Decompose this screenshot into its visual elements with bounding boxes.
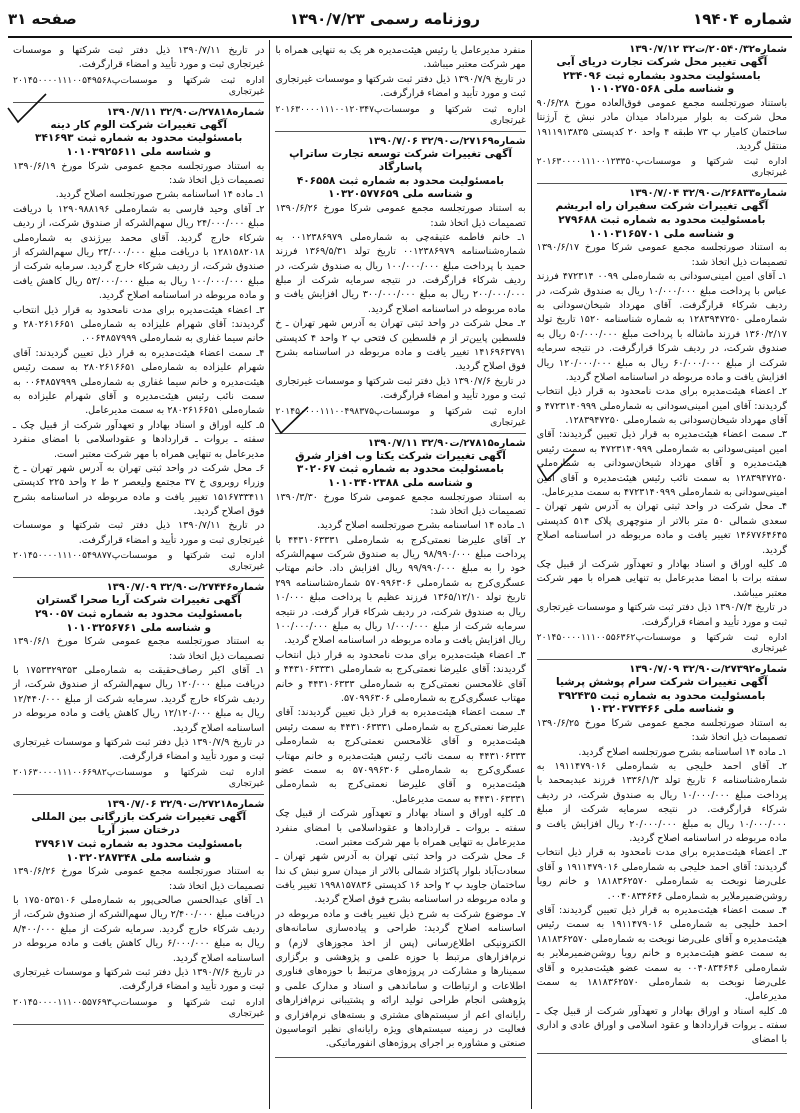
announcement-title-line: آگهی تغییرات شرکت بازرگانی بین المللی درختان سبز آریا bbox=[31, 810, 247, 837]
announcement-title-line: بامسئولیت محدود به شماره ثبت ۳۴۱۶۹۳ bbox=[35, 132, 243, 145]
announcement-paragraph: ۴ـ سمت اعضاء هیئت‌مدیره به قرار ذیل تعیین گردیدند: آقای شهرام علیزاده به شماره‌ملی ۲۸۰۲۶۱۶۶۵۱ به سمت رئیس هیئت‌مدیره و خانم سیما غفاری به شماره‌ملی ۰۰۶۴۸۵۷۹۹۹ به سمت نائب رئیس هیئت‌مدیره و آقای شهرام علیزاده به شماره‌ملی ۲۸۰۲۶۱۶۶۵۱ به سمت مدیرعامل. bbox=[13, 347, 265, 417]
announcement-paragraph: ۳ـ اعضاء هیئت‌مدیره برای مدت نامحدود به قرار ذیل انتخاب گردیدند: آقای احمد خلیجی به شماره‌ملی ۱۹۱۱۴۷۹۰۱۶ و آقای علی‌رضا نوبخت به شماره‌ملی ۱۸۱۸۳۶۲۵۷۰ و خانم رویا روشن‌ضمیر‌ملایر به شماره‌ملی ۰۰۴۰۸۳۴۶۴۶. bbox=[536, 847, 787, 902]
reference-code: پ۲۰۱۴۵۰۰۰۰۱۱۱۰۰۵۴۹۵۶۸ bbox=[13, 74, 121, 86]
announcement-paragraph: ۲ـ آقای احمد خلیجی به شماره‌ملی ۱۹۱۱۴۷۹۰۱۶ به شماره‌شناسنامه ۶ تاریخ تولد ۱۳۳۶/۱/۳ فرزند عبدیمحمد با پرداخت مبلغ ۱۰/۰۰۰/۰۰۰ ریال به صندوق شرکت، در ردیف شرکاء قرارگرفت. در نتیجه سرمایه شرکت از مبلغ ۱۰/۰۰۰/۰۰۰ ریال به مبلغ ۲۰/۰۰۰/۰۰۰ ریال افزایش یافت و ماده مربوطه در اساسنامه اصلاح گردید. bbox=[536, 761, 788, 844]
announcement bbox=[275, 132, 525, 434]
announcement bbox=[13, 795, 264, 1025]
announcement-paragraph: ۵ـ کلیه اوراق و اسناد بهادار و تعهدآور شرکت از قبیل چک ـ سفته ـ بروات ـ قراردادها و عقوداسلامی با امضای منفرد مدیرعامل به تنهایی همراه با مهر شرکت معتبر است. bbox=[13, 419, 265, 460]
announcement-number: شماره۲۷۴۴۶/ت۳۲/۹۰ ۱۳۹۰/۷/۰۹ bbox=[106, 582, 265, 594]
reference-code: پ۲۰۱۴۵۰۰۰۰۱۱۱۰۰۵۵۶۳۶۲ bbox=[536, 631, 645, 643]
announcement-title-line: بامسئولیت محدود به شماره ثبت ۳۷۹۶۱۷ bbox=[35, 837, 243, 850]
announcement-paragraph: ۳ـ اعضاء هیئت‌مدیره برای مدت نامحدود به قرار ذیل انتخاب گردیدند: آقای علیرضا نعمتی‌کرج به شماره‌ملی ۴۴۳۱۰۶۳۳۳۱ و آقای غلامحسن نعمتی‌کرج به شماره‌ملی ۴۴۳۱۰۶۳۳۳ و خانم مهتاب عسگری‌کرج به شماره‌ملی ۵۷۰۹۹۶۳۰۶. bbox=[275, 649, 526, 704]
registry-office-footer bbox=[537, 156, 787, 178]
announcement-title-line: و شناسه ملی ۱۰۱۰۳۱۶۵۷۰۱ bbox=[589, 227, 735, 240]
announcement-paragraph: ۵ـ کلیه اوراق و اسناد بهادار و تعهدآور شرکت از قبیل چک سفته برات با امضا مدیرعامل به تنهایی همراه با مهر شرکت معتبر میباشد. bbox=[536, 559, 787, 599]
announcement-paragraph: ۲ـ محل شرکت در واحد ثبتی تهران به آدرس شهر تهران ـ خ فلسطین پایین‌تر از م فلسطین ک فتحی پ ۲ واحد ۴ کدپستی ۱۴۱۶۹۶۳۷۹۱ تغییر یافت و ماده مربوطه در اساسنامه بشرح فوق اصلاح گردید. bbox=[275, 318, 526, 373]
announcement-paragraph: ۱ـ آقای امین امینی‌سودانی به شماره‌ملی ۰۰۹۹ ۴۷۲۳۱۴ فرزند عباس با پرداخت مبلغ ۱۰/۰۰۰/۰۰۰ ریال به صندوق شرکت، در ردیف شرکاء قرارگرفت. آقای مهرداد شیخان‌سودانی به شماره‌ملی ۱۲۸۳۹۴۷۲۵۰ به شماره شناسنامه ۱۵۲۰ تاریخ تولد ۱۳۶۰/۲/۱۷ فرزند ماشاله با پرداخت مبلغ ۵۰/۰۰۰/۰۰۰ ریال به صندوق شرکت، در ردیف شرکا قرارگرفت. در نتیجه سرمایه شرکت از مبلغ ۶۰/۰۰۰/۰۰۰ ریال به مبلغ ۱۲۰/۰۰۰/۰۰۰ ریال افزایش یافت و ماده مربوطه در اساسنامه اصلاح گردید. bbox=[536, 271, 788, 383]
announcement bbox=[13, 40, 264, 103]
announcement-title-line: آگهی تغییر محل شرکت تجارت دریای آبی bbox=[556, 56, 768, 68]
announcement-title-line: و شناسه ملی ۱۰۱۰۳۴۰۲۳۸۸ bbox=[328, 476, 473, 489]
office-name: اداره ثبت شرکتها و موسسات غیرتجاری bbox=[120, 550, 265, 573]
announcement-title-line: بامسئولیت محدود به شماره ثبت ۲۹۰۰۵۷ bbox=[35, 607, 243, 620]
announcement-title-line: بامسئولیت محدود به شماره ثبت ۳۰۲۰۶۷ bbox=[296, 463, 505, 476]
announcement-paragraph: ۳ـ اعضاء هیئت‌مدیره برای مدت نامحدود به قرار ذیل انتخاب گردیدند: آقای شهرام علیزاده به شماره‌ملی ۲۸۰۲۶۱۶۶۵۱ و خانم سیما غفاری به شماره‌ملی ۰۰۶۴۸۵۷۹۹۹. bbox=[13, 304, 265, 345]
reference-code: پ۲۰۱۴۵۰۰۰۰۱۱۱۰۰۵۵۷۶۹۳ bbox=[13, 996, 121, 1008]
announcement bbox=[275, 434, 525, 1058]
checkmark-icon bbox=[270, 405, 310, 437]
announcement-number: شماره۲۰۵۴۰/۳۲/ت۳۲ ۱۳۹۰/۷/۱۲ bbox=[629, 44, 787, 55]
announcement-paragraph: در تاریخ ۱۳۹۰/۷/۹ ذیل دفتر ثبت شرکتها و موسسات غیرتجاری ثبت و مورد تأیید و امضاء قرارگرفت. bbox=[13, 736, 265, 763]
announcement-paragraph: ۴ـ سمت اعضاء هیئت‌مدیره به قرار ذیل تعیین گردیدند: آقای علیرضا نعمتی‌کرج به شماره‌ملی ۴۴۳۱۰۶۳۳۳۱ به سمت رئیس هیئت‌مدیره و آقای غلامحسن نعمتی‌کرج به شماره‌ملی ۴۴۳۱۰۶۳۳۳ به سمت نائب رئیس هیئت‌مدیره و خانم مهتاب عسگری‌کرج به شماره‌ملی ۵۷۰۹۹۶۳۰۶ به سمت عضو هیئت‌مدیره و آقای علیرضا نعمتی‌کرج به شماره‌ملی ۴۴۳۱۰۶۳۳۳۱ به سمت مدیرعامل. bbox=[275, 707, 526, 805]
announcement-paragraph: ۶ـ محل شرکت در واحد ثبتی تهران به آدرس شهر تهران ـ خ وزراء روبروی خ ۳۷ مجتمع ولیعصر ۲ ط ۲ واحد ۲۲۵ کدپستی ۱۵۱۶۷۳۳۴۱۱ تغییر یافت و ماده مربوطه در اساسنامه بشرح فوق اصلاح گردید. bbox=[13, 462, 265, 518]
registry-office-footer bbox=[13, 75, 264, 97]
announcement-paragraph: ۱ـ خانم فاطمه عتیقه‌چی به شماره‌ملی ۰۰۱۲۳۸۶۹۷۹ به شماره‌شناسنامه ۰۰۱۲۳۸۶۹۷۹ تاریخ تولد ۱۳۶۹/۵/۳۱ فرزند حمید با پرداخت مبلغ ۱۰۰/۰۰۰/۰۰۰ ریال به صندوق شرکت، در ردیف شرکاء قرارگرفت. در نتیجه سرمایه شرکت از مبلغ ۲۰۰/۰۰۰/۰۰۰ ریال به مبلغ ۳۰۰/۰۰۰/۰۰۰ ریال افزایش یافت و ماده مربوطه در اساسنامه اصلاح گردید. bbox=[275, 231, 526, 315]
announcement bbox=[13, 103, 264, 578]
announcement-paragraph: ۲ـ آقای علیرضا نعمتی‌کرج به شماره‌ملی ۴۴۳۱۰۶۳۳۳۱ با پرداخت مبلغ ۹۸/۹۹۰/۰۰۰ ریال به صندوق شرکت سهم‌الشرکه خود را به مبلغ ۹۹/۹۹۰/۰۰۰ ریال افزایش داد. خانم مهتاب عسگری‌کرج به شماره‌ملی ۵۷۰۹۹۶۳۰۶ شماره‌شناسنامه ۲۹۹ تاریخ تولد ۱۳۶۵/۱۲/۱۰ فرزند عظیم با پرداخت مبلغ ۱۰/۰۰۰ ریال به صندوق شرکت، در ردیف شرکاء قرار گرفت. در نتیجه سرمایه شرکت از مبلغ ۱/۰۰۰/۰۰۰ ریال به مبلغ ۱۰۰/۰۰۰/۰۰۰ ریال افزایش یافت و ماده مربوطه در اساسنامه اصلاح گردید. bbox=[275, 534, 526, 647]
announcement-paragraph: در تاریخ ۱۳۹۰/۷/۹ ذیل دفتر ثبت شرکتها و موسسات غیرتجاری ثبت و مورد تأیید و امضاء قرارگرفت. bbox=[275, 73, 526, 100]
checkmark-icon bbox=[536, 452, 576, 484]
announcement bbox=[275, 40, 525, 132]
announcement-title-line: آگهی تغییرات شرکت آریا صحرا گستران bbox=[36, 594, 241, 607]
announcement-paragraph: ۶ـ محل شرکت در واحد ثبتی تهران به آدرس شهر تهران ـ سعادت‌آباد بلوار پاکنژاد شمالی بالاتر از میدان سرو نبش ک ندا ساختمان جاوید پ ۲ واحد ۱۶ کدپستی ۱۹۹۸۱۵۷۸۳۶ تغییر یافت و ماده مربوطه در اساسنامه بشرح فوق اصلاح گردید. bbox=[275, 851, 526, 906]
issue-number: شماره ۱۹۴۰۴ bbox=[693, 10, 792, 28]
announcement-paragraph: ۷ـ موضوع شرکت به شرح ذیل تغییر یافت و ماده مربوطه در اساسنامه اصلاح گردید: طراحی و پیاده‌سازی سامانه‌های الکترونیکی اطلاع‌رسانی (پس از اخذ مجوزهای لازم) و نرم‌افزارهای مرتبط با حوزه علمی و پژوهشی و برگزاری سمینارها و مشارکت در پروژه‌های مرتبط با حوزه‌های فناوری اطلاعات و ارتباطات و ساماندهی و اسناد و مدارک علمی و پژوهشی انجام طراحی تولید ارائه و پشتیبانی نرم‌افزارهای رایانه‌ای اعم از سیستم‌های مشتری و بسته‌های نرم‌افزاری و فعالیت در زمینه سیستم‌های ویژه رایانه‌ای نظیر اتوماسیون صنعتی و مشاوره بر اجرای پروژه‌های انفورماتیکی. bbox=[275, 908, 526, 1050]
announcement-number: شماره۲۷۸۱۵/ت۳۲/۹۰ ۱۳۹۰/۷/۱۱ bbox=[367, 437, 526, 449]
announcement-paragraph: در تاریخ ۱۳۹۰/۷/۶ ذیل دفتر ثبت شرکتها و موسسات غیرتجاری ثبت و مورد تأیید و امضاء قرارگرفت. bbox=[275, 375, 526, 402]
announcement-number: شماره۲۷۸۱۸/ت۳۲/۹۰ ۱۳۹۰/۷/۱۱ bbox=[106, 106, 265, 118]
reference-code: پ۲۰۱۶۳۰۰۰۰۱۱۱۰۰۶۶۹۸۲ bbox=[13, 766, 116, 778]
reference-code: پ۲۰۱۶۳۰۰۰۰۱۱۱۰۰۱۲۰۳۴۷ bbox=[275, 103, 383, 115]
announcement-paragraph: ۲ـ اعضاء هیئت‌مدیره برای مدت نامحدود به قرار ذیل انتخاب گردیدند: آقای امین امینی‌سودانی به شماره‌ملی ۴۷۲۳۱۴۰۹۹۹ و آقای مهرداد شیخان‌سودانی به شماره‌ملی ۱۲۸۳۹۴۷۲۵۰. bbox=[536, 386, 787, 427]
announcement-title-line: بامسئولیت محدود به شماره ثبت ۳۹۲۴۳۵ bbox=[558, 689, 766, 702]
announcement-title-line: بامسئولیت محدود به شماره ثبت ۴۰۶۵۵۸ bbox=[296, 174, 505, 187]
office-name: اداره ثبت شرکتها و موسسات غیرتجاری bbox=[382, 103, 526, 126]
announcement-paragraph: ۵ـ کلیه اسناد و اوراق بهادار و تعهدآور شرکت از قبیل چک ـ سفته ـ بروات قراردادها و عقود اسلامی و اوراق عادی و اداری با امضای bbox=[536, 1005, 787, 1046]
announcement-number: شماره۲۶۸۳۳/ت۳۲/۹۰ ۱۳۹۰/۷/۰۴ bbox=[629, 188, 787, 200]
announcement-title-line: آگهی تغییرات شرکت سرام پوشش پرشیا bbox=[556, 675, 768, 688]
announcement-paragraph: ۱ـ ماده ۱۴ اساسنامه بشرح صورتجلسه اصلاح گردید. bbox=[317, 520, 526, 532]
announcement-paragraph: ۱ـ آقای عبدالحسن صالحی‌پور به شماره‌ملی ۱۷۵۰۵۳۵۱۰۶ با دریافت مبلغ ۲/۴۰۰/۰۰۰ ریال سهم‌الشرکه از صندوق شرکت، از ردیف شرکاء خارج گردید. سرمایه شرکت از مبلغ ۸/۴۰۰/۰۰۰ ریال به مبلغ ۶/۰۰۰/۰۰۰ ریال کاهش یافت و ماده مربوطه در اساسنامه اصلاح گردید. bbox=[13, 895, 265, 964]
office-name: اداره ثبت شرکتها و موسسات غیرتجاری bbox=[644, 156, 787, 179]
announcement-paragraph: ۲ـ آقای وحید فارسی به شماره‌ملی ۱۲۹۰۹۸۸۱۹۶ با دریافت مبلغ ۲۴/۰۰۰/۰۰۰ ریال سهم‌الشرکه از صندوق شرکت، از ردیف شرکاء خارج گردید. آقای محمد بیرژندی به شماره‌ملی ۱۲۸۱۵۸۲۰۱۸ با دریافت مبلغ ۲۳/۰۰۰/۰۰۰ ریال سهم‌الشرکه از صندوق شرکت، از ردیف شرکاء خارج گردید. سرمایه شرکت از مبلغ ۱۰۰/۰۰۰/۰۰۰ ریال به مبلغ ۵۳/۰۰۰/۰۰۰ ریال کاهش یافت و ماده مربوطه در اساسنامه اصلاح گردید. bbox=[13, 203, 265, 302]
registry-office-footer bbox=[537, 632, 787, 654]
announcement-paragraph: به استناد صورتجلسه مجمع عمومی شرکا مورخ ۱۳۹۰/۶/۲۶ تصمیمات ذیل اتخاذ شد: bbox=[13, 866, 265, 892]
announcement-number: شماره۲۷۲۱۸/ت۳۲/۹۰ ۱۳۹۰/۷/۰۶ bbox=[106, 798, 265, 810]
announcement-title-line: و شناسه ملی ۱۰۱۰۲۷۵۰۵۶۸ bbox=[589, 83, 735, 96]
announcement-paragraph: به استناد صورتجلسه مجمع عمومی شرکا مورخ ۱۳۹۰/۶/۱ تصمیمات ذیل اتخاذ شد: bbox=[13, 636, 265, 662]
page-header bbox=[8, 2, 792, 38]
announcement-paragraph: ۴ـ محل شرکت در واحد ثبتی تهران به آدرس شهر تهران ـ سعدی شمالی ۵۰ متر بالاتر از منوچهری پلاک ۵۱۴ کدپستی ۱۴۶۷۷۶۴۶۴۵ تغییر یافت و ماده مربوطه در اساسنامه اصلاح گردید. bbox=[536, 501, 787, 556]
announcement bbox=[13, 578, 264, 794]
announcement-title-line: آگهی تغییرات شرکت توسعه تجارت ساتراپ پاسارگاد bbox=[289, 147, 512, 174]
announcement-title-line: آگهی تغییرات شرکت یکتا وب افزار شرق bbox=[295, 449, 506, 462]
announcement-paragraph: ۳ـ سمت اعضاء هیئت‌مدیره به قرار ذیل تعیین گردیدند: آقای امین امینی‌سودانی به شماره‌ملی ۴۷۲۳۱۴۰۹۹۹ به سمت رئیس هیئت‌مدیره و آقای مهرداد شیخان‌سودانی به شماره‌ملی ۱۲۸۳۹۴۷۲۵۰ به سمت نائب رئیس هیئت‌مدیره و آقای امین امینی‌سودانی به شماره‌ملی ۴۷۲۳۱۴۰۹۹۹ به سمت مدیرعامل. bbox=[536, 429, 787, 499]
announcement-paragraph: به استناد صورتجلسه مجمع عمومی شرکا مورخ ۱۳۹۰/۶/۱۹ تصمیمات ذیل اتخاذ شد: bbox=[13, 160, 265, 187]
announcement-title-line: بامسئولیت محدود بشماره ثبت ۲۳۴۰۹۶ bbox=[563, 69, 761, 82]
announcement-paragraph: ۱ـ ماده ۱۴ اساسنامه بشرح صورتجلسه اصلاح گردید. bbox=[55, 189, 265, 201]
reference-code: پ۲۰۱۴۵۰۰۰۰۱۱۱۰۰۴۹۸۳۷۵ bbox=[275, 405, 383, 417]
registry-office-footer bbox=[13, 997, 264, 1019]
announcement bbox=[537, 40, 787, 184]
announcement-number: شماره۲۷۱۶۹/ت۳۲/۹۰ ۱۳۹۰/۷/۰۶ bbox=[367, 135, 526, 147]
continued-text: در تاریخ ۱۳۹۰/۷/۱۱ ذیل دفتر ثبت شرکتها و موسسات غیرتجاری ثبت و مورد تأیید و امضاء قرارگرفت. bbox=[13, 45, 265, 71]
office-name: اداره ثبت شرکتها و موسسات غیرتجاری bbox=[644, 631, 787, 654]
column-1 bbox=[531, 40, 792, 1109]
announcement-title-line: و شناسه ملی ۱۰۱۰۳۹۲۵۶۱۱ bbox=[66, 146, 211, 159]
announcement-paragraph: به استناد صورتجلسه مجمع عمومی شرکا مورخ ۱۳۹۰/۶/۱۷ تصمیمات ذیل اتخاذ شد: bbox=[536, 242, 787, 268]
columns-container bbox=[8, 40, 792, 1109]
office-name: اداره ثبت شرکتها و موسسات غیرتجاری bbox=[120, 996, 265, 1019]
announcement-paragraph: ۴ـ سمت اعضاء هیئت‌مدیره به قرار ذیل تعیین گردیدند: آقای احمد خلیجی به شماره‌ملی ۱۹۱۱۴۷۹۰۱۶ به سمت رئیس هیئت‌مدیره و آقای علی‌رضا نوبخت به شماره‌ملی ۱۸۱۸۳۶۲۵۷۰ به سمت عضو هیئت‌مدیره و خانم رویا روشن‌ضمیر‌ملایر به شماره‌ملی ۰۰۴۰۸۳۴۶۴۶ به سمت عضو هیئت‌مدیره و آقای علی‌رضا نوبخت به شماره‌ملی ۱۸۱۸۳۶۲۵۷۰ به سمت مدیرعامل. bbox=[536, 904, 788, 1003]
office-name: اداره ثبت شرکتها و موسسات غیرتجاری bbox=[382, 405, 526, 428]
page-number: صفحه ۳۱ bbox=[8, 10, 77, 28]
announcement bbox=[537, 660, 787, 1054]
announcement-title-line: آگهی تغییرات شرکت الوم کار دینه bbox=[50, 118, 227, 131]
announcement-title-line: و شناسه ملی ۱۰۱۰۳۲۵۶۷۶۱ bbox=[66, 621, 211, 634]
column-3 bbox=[8, 40, 269, 1109]
announcement-paragraph: به استناد صورتجلسه مجمع عمومی شرکا مورخ ۱۳۹۰/۶/۲۵ تصمیمات ذیل اتخاذ شد: bbox=[536, 717, 787, 744]
announcement-paragraph: ۱ـ ماده ۱۴ اساسنامه بشرح صورتجلسه اصلاح گردید. bbox=[578, 746, 787, 758]
announcement-paragraph: باستناد صورتجلسه مجمع عمومی فوق‌العاده مورخ ۹۰/۶/۲۸ محل شرکت به بلوار میرداماد میدان مادر نبش خ آرژنتا ساختمان کامیار پ ۷۳ طبقه ۴ واحد ۲۰ کدپستی ۱۹۱۱۹۱۳۸۳۵ منتقل گردید. bbox=[536, 97, 787, 153]
reference-code: پ۲۰۱۴۵۰۰۰۰۱۱۱۰۰۵۴۹۸۷۷ bbox=[13, 550, 121, 562]
registry-office-footer bbox=[13, 767, 264, 789]
registry-office-footer bbox=[275, 406, 525, 428]
announcement-paragraph: ۵ـ کلیه اوراق و اسناد بهادار و تعهدآور شرکت از قبیل چک سفته ـ بروات ـ قراردادها و عقوداسلامی با امضای منفرد مدیرعامل به تنهایی همراه با مهر شرکت معتبر است. bbox=[275, 808, 526, 848]
newspaper-title: روزنامه رسمی ۱۳۹۰/۷/۲۳ bbox=[289, 10, 481, 28]
office-name: اداره ثبت شرکتها و موسسات غیرتجاری bbox=[115, 766, 265, 789]
checkmark-icon bbox=[6, 92, 48, 126]
reference-code: پ۲۰۱۶۳۰۰۰۰۱۱۱۰۰۱۲۳۳۵۰ bbox=[536, 156, 645, 168]
announcement-paragraph: در تاریخ ۱۳۹۰/۷/۶ ذیل دفتر ثبت شرکتها و موسسات غیرتجاری ثبت و مورد تأیید و امضاء قرارگرفت. bbox=[13, 966, 265, 993]
announcement-paragraph: در تاریخ ۱۳۹۰/۷/۴ ذیل دفتر ثبت شرکتها و موسسات غیرتجاری ثبت و مورد تأیید و امضاء قرارگرفت. bbox=[536, 602, 788, 628]
announcement-title-line: و شناسه ملی ۱۰۳۲۰۳۷۳۴۶۶ bbox=[589, 703, 735, 716]
announcement-title-line: و شناسه ملی ۱۰۳۲۰۲۸۷۳۴۸ bbox=[66, 851, 211, 864]
announcement-paragraph: به استناد صورتجلسه مجمع عمومی شرکا مورخ ۱۳۹۰/۳/۳۰ تصمیمات ذیل اتخاذ شد: bbox=[275, 491, 526, 517]
continued-text: منفرد مدیرعامل یا رئیس هیئت‌مدیره هر یک به تنهایی همراه با مهر شرکت معتبر میباشد. bbox=[275, 45, 526, 71]
announcement-title-line: آگهی تغییرات شرکت سفیران راه ابریشم bbox=[555, 200, 769, 213]
column-2 bbox=[269, 40, 530, 1109]
announcement-paragraph: ۱ـ آقای اکبر رصاف‌حقیقت به شماره‌ملی ۱۷۵۳۳۲۹۳۵۳ با دریافت مبلغ ۱۲۰/۰۰۰ ریال سهم‌الشرکه از صندوق شرکت، از ردیف شرکاء خارج گردید. سرمایه شرکت از مبلغ ۱۲/۴۴۰/۰۰۰ ریال به مبلغ ۱۲/۱۲۰/۰۰۰ ریال کاهش یافت و ماده مربوطه در اساسنامه اصلاح گردید. bbox=[13, 664, 265, 734]
office-name: اداره ثبت شرکتها و موسسات غیرتجاری bbox=[120, 74, 265, 97]
announcement-title-line: بامسئولیت محدود به شماره ثبت ۲۷۹۶۸۸ bbox=[558, 214, 766, 227]
announcement-title-line: و شناسه ملی ۱۰۳۲۰۵۷۷۶۵۹ bbox=[328, 188, 473, 201]
registry-office-footer bbox=[275, 104, 525, 126]
announcement-paragraph: به استناد صورتجلسه مجمع عمومی شرکا مورخ ۱۳۹۰/۶/۲۶ تصمیمات ذیل اتخاذ شد: bbox=[275, 203, 526, 229]
registry-office-footer bbox=[13, 550, 264, 572]
announcement-paragraph: در تاریخ ۱۳۹۰/۷/۱۱ ذیل دفتر ثبت شرکتها و موسسات غیرتجاری ثبت و مورد تأیید و امضاء قرارگرفت. bbox=[13, 520, 265, 546]
announcement-number: شماره۲۷۳۹۲/ت۳۲/۹۰ ۱۳۹۰/۷/۰۹ bbox=[629, 663, 787, 675]
announcement bbox=[537, 184, 787, 659]
